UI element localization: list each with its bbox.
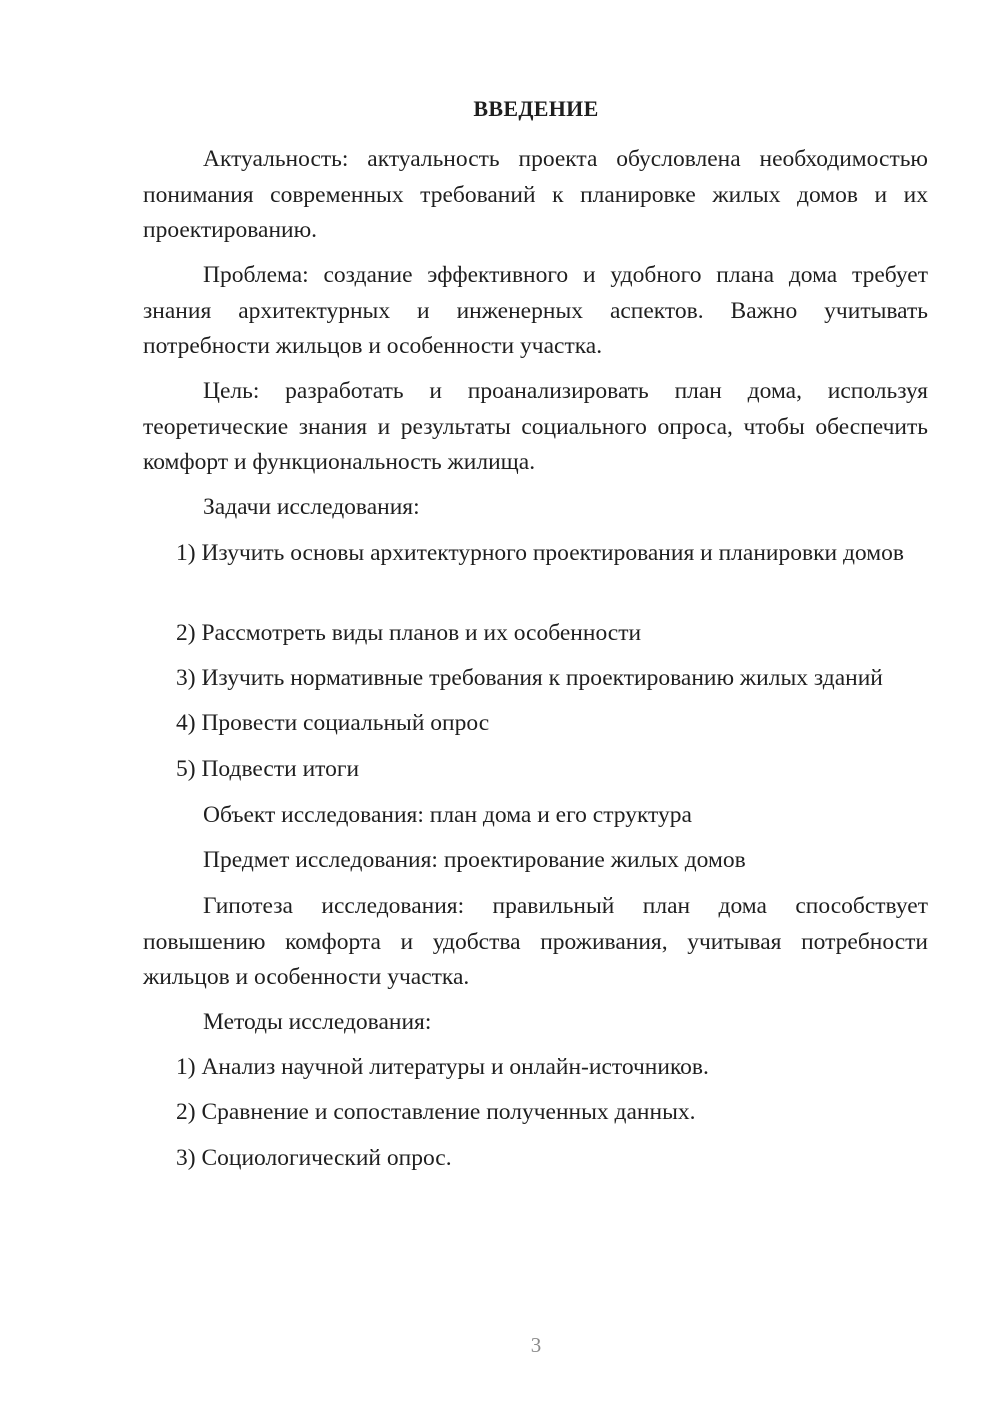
task-item: 2) Рассмотреть виды планов и их особенности <box>176 620 642 646</box>
task-item: 1) Изучить основы архитектурного проектирования и планировки домов <box>176 540 904 566</box>
problem-paragraph: Проблема: создание эффективного и удобного плана дома требует знания архитектурных и инженерных аспектов. Важно учитывать потребности жильцов и особенности участка. <box>143 262 928 359</box>
tasks-heading: Задачи исследования: <box>203 494 420 520</box>
task-item: 3) Изучить нормативные требования к проектированию жилых зданий <box>176 665 883 691</box>
goal-paragraph: Цель: разработать и проанализировать план дома, используя теоретические знания и результаты социального опроса, чтобы обеспечить комфорт и функциональность жилища. <box>143 378 928 475</box>
task-item: 5) Подвести итоги <box>176 756 360 782</box>
page-number: 3 <box>530 1333 542 1357</box>
task-item: 4) Провести социальный опрос <box>176 710 490 736</box>
methods-heading: Методы исследования: <box>203 1009 432 1035</box>
page-title: ВВЕДЕНИЕ <box>473 96 599 121</box>
method-item: 3) Социологический опрос. <box>176 1145 452 1171</box>
subject-paragraph: Предмет исследования: проектирование жилых домов <box>203 847 746 873</box>
hypothesis-paragraph: Гипотеза исследования: правильный план дома способствует повышению комфорта и удобства проживания, учитывая потребности жильцов и особенности участка. <box>143 893 928 990</box>
object-paragraph: Объект исследования: план дома и его структура <box>203 802 692 828</box>
method-item: 2) Сравнение и сопоставление полученных данных. <box>176 1099 696 1125</box>
relevance-paragraph: Актуальность: актуальность проекта обусловлена необходимостью понимания современных требований к планировке жилых домов и их проектированию. <box>143 146 928 243</box>
method-item: 1) Анализ научной литературы и онлайн-источников. <box>176 1054 709 1080</box>
